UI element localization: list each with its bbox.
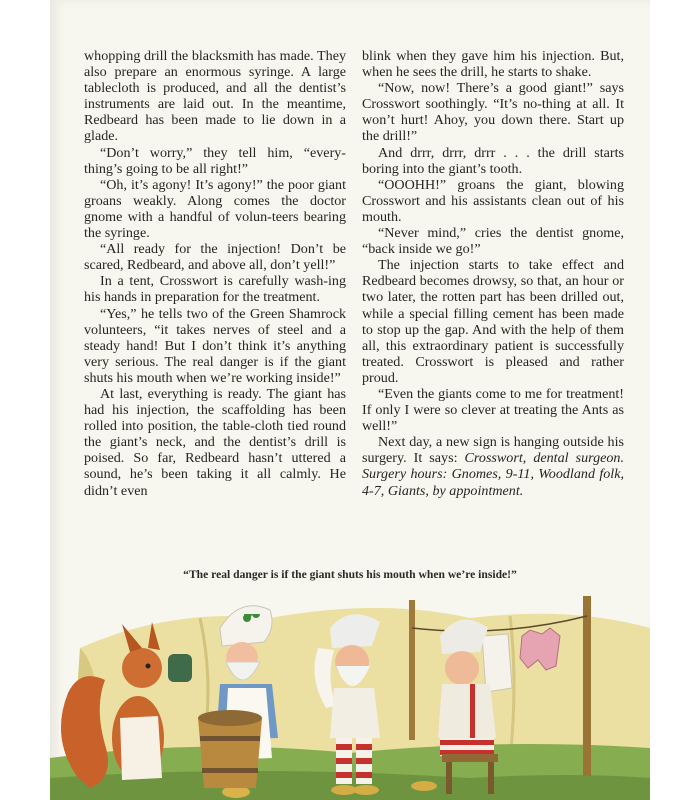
squirrel-eye xyxy=(146,664,151,669)
gnome-face-3 xyxy=(445,651,479,685)
striped-trousers-3 xyxy=(440,738,494,756)
paragraph xyxy=(362,80,624,144)
gnome-body-2 xyxy=(330,688,380,738)
right-text-column xyxy=(362,48,624,499)
squirrel-head xyxy=(122,648,162,688)
paragraph-text: And drrr, drrr, drrr . . . the drill starts boring into the giant’s tooth. xyxy=(362,144,624,177)
paragraph xyxy=(362,48,624,80)
paragraph xyxy=(362,257,624,386)
paragraph-text: “Now, now! There’s a good giant!” says Crosswort soothingly. “It’s no-thing at all. It won’t hurt! Ahoy, you down there. Start up the drill!” xyxy=(362,80,624,145)
paragraph xyxy=(84,48,346,145)
paragraph-text: Next day, a new sign is hanging outside his surgery. It says: xyxy=(362,434,624,467)
gnome-back-3 xyxy=(438,684,496,738)
gnome-cap xyxy=(220,606,272,646)
clog-3 xyxy=(353,785,379,795)
paragraph-text: “Never mind,” cries the dentist gnome, “back inside we go!” xyxy=(362,225,624,258)
left-text-column xyxy=(84,48,346,499)
white-towel xyxy=(482,634,512,692)
illustration-caption: “The real danger is if the giant shuts his mouth when we’re inside!” xyxy=(183,568,517,581)
paragraph xyxy=(84,386,346,499)
paragraph-text: In a tent, Crosswort is carefully wash-ing his hands in preparation for the treatment. xyxy=(84,273,346,306)
paragraph xyxy=(84,273,346,305)
paragraph xyxy=(362,145,624,177)
paragraph xyxy=(84,306,346,386)
squirrel-apron xyxy=(120,716,162,780)
wooden-tub xyxy=(198,710,262,788)
braces xyxy=(470,684,475,738)
washing-pole-left xyxy=(409,600,415,740)
paragraph-text: “Don’t worry,” they tell him, “every-thing’s going to be all right!” xyxy=(84,144,346,177)
paragraph xyxy=(84,241,346,273)
paragraph xyxy=(362,177,624,225)
clog-4 xyxy=(411,781,437,791)
paragraph xyxy=(362,386,624,434)
paragraph xyxy=(84,177,346,241)
paragraph-text: “OOOHH!” groans the giant, blowing Crosswort and his assistants clean out of his mouth. xyxy=(362,176,624,225)
paragraph-text: “Yes,” he tells two of the Green Shamrock volunteers, “it takes nerves of steel and a steady hand! But I don’t think it’s anything very serious. The real danger is if the giant shuts his mouth when we’re working inside!” xyxy=(84,305,346,386)
paragraph-text: At last, everything is ready. The giant has had his injection, the scaffolding has been rolled into position, the table-cloth tied round the giant’s neck, and the dentist’s drill is poised. So far, Redbeard hasn’t uttered a sound, he’s been taking it all calmly. He didn’t even xyxy=(84,385,346,499)
paragraph xyxy=(362,434,624,498)
paragraph xyxy=(84,145,346,177)
illustration xyxy=(50,588,650,800)
paragraph-text: “Even the giants come to me for treatment! If only I were so clever at treating the Ants as well!” xyxy=(362,385,624,435)
green-jug xyxy=(168,654,192,682)
paragraph-text: “All ready for the injection! Don’t be scared, Redbeard, and above all, don’t yell!” xyxy=(84,241,346,274)
paragraph-text: whopping drill the blacksmith has made. They also prepare an enormous syringe. A large tablecloth is produced, and all the dentist’s instruments are laid out. In the meantime, Redbeard has been made to lie down in a glade. xyxy=(84,48,346,145)
paragraph xyxy=(362,225,624,257)
paragraph-text: The injection starts to take effect and Redbeard becomes drowsy, so that, an hour or two later, the rotten part has been drilled out, while a special filling cement has been made to stop up the gap. And with the help of them all, this extraordinary patient is successfully treated. Crosswort is pleased and rather proud. xyxy=(362,257,624,386)
paragraph-text: “Oh, it’s agony! It’s agony!” the poor giant groans weakly. Along comes the doctor gnome with a handful of volun-teers bearing the syringe. xyxy=(84,176,346,242)
sign-text: Crosswort, dental surgeon. Surgery hours: Gnomes, 9-11, Woodland folk, 4-7, Giants, by appointment. xyxy=(362,450,624,499)
paragraph-text: blink when they gave him his injection. But, when he sees the drill, he starts to shake. xyxy=(362,48,624,81)
washing-pole-right xyxy=(583,596,591,776)
